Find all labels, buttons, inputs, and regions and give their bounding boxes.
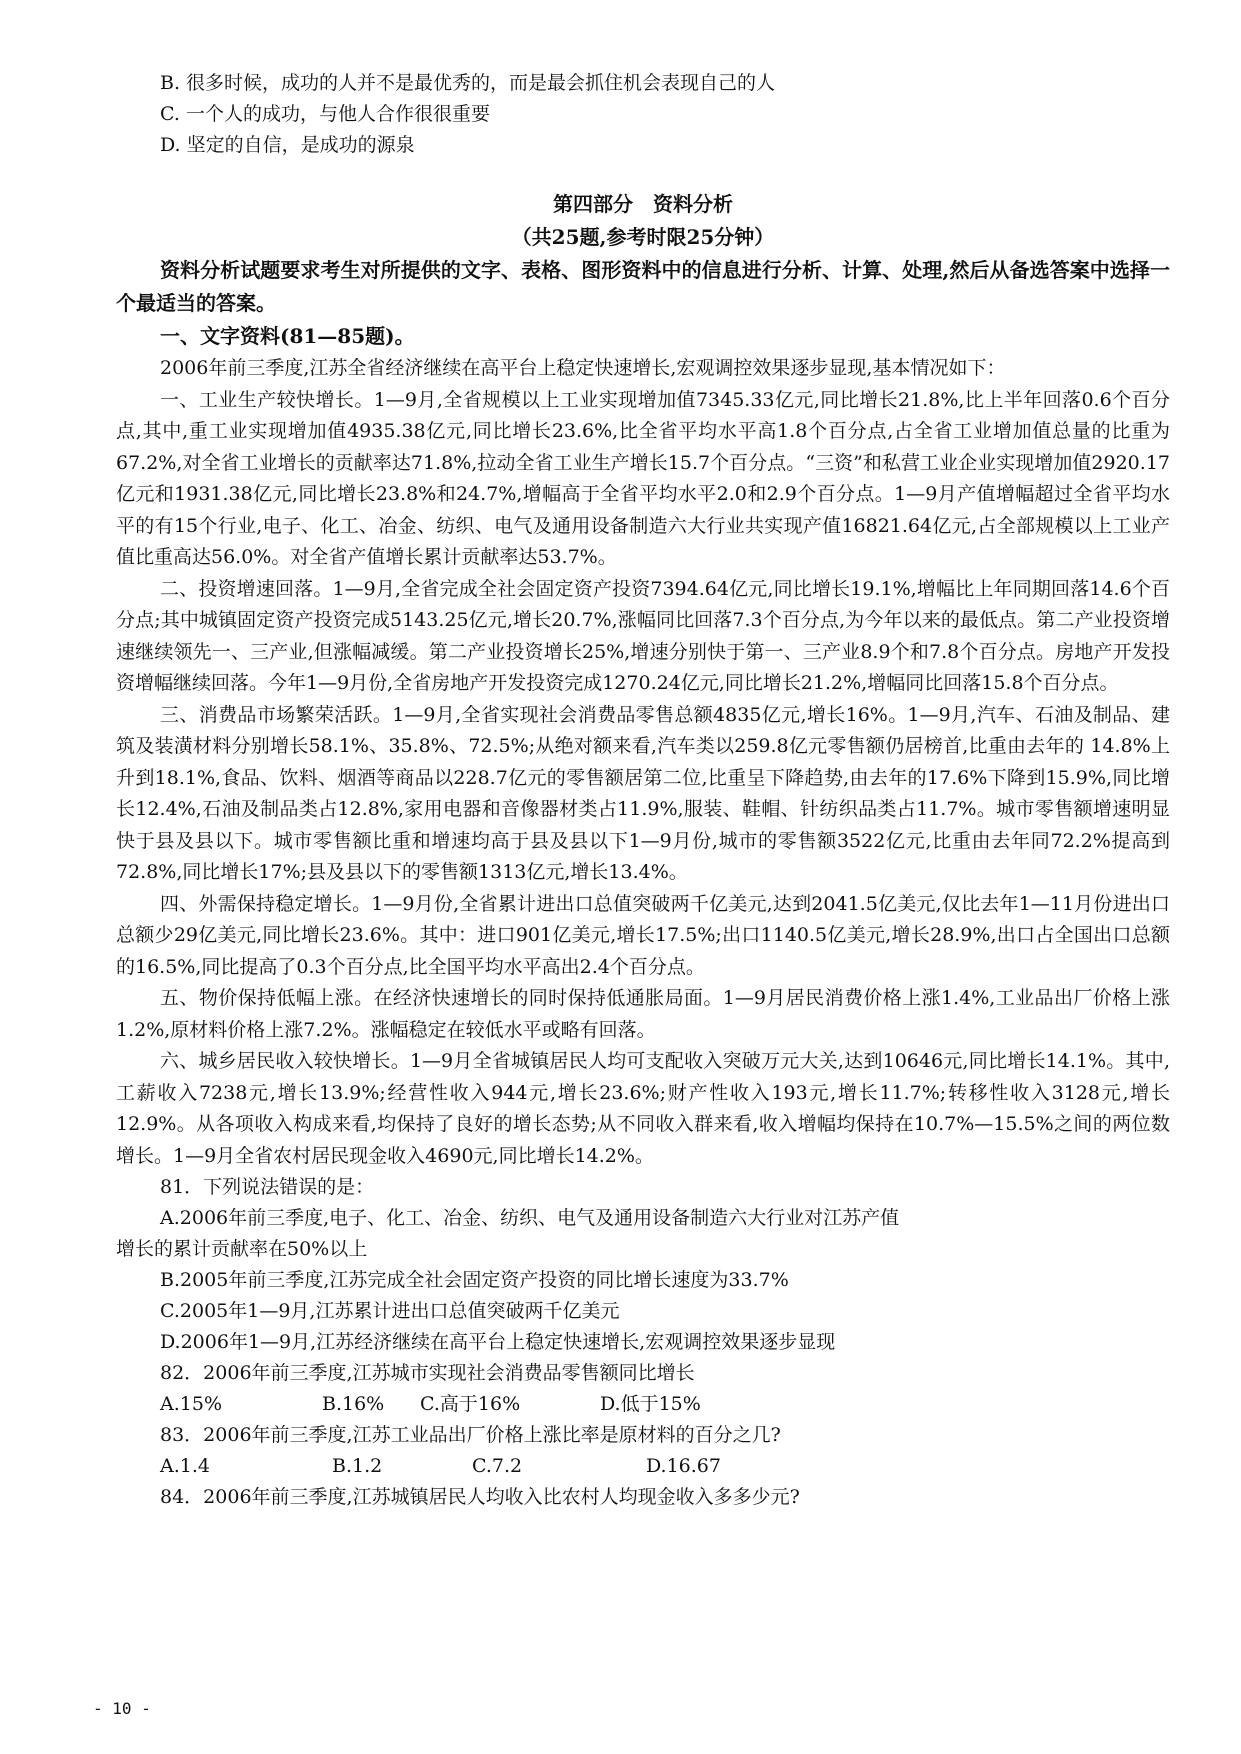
option-a: A.1.4 xyxy=(160,1455,210,1477)
option-a: A.2006年前三季度,电子、化工、冶金、纺织、电气及通用设备制造六大行业对江苏产值 xyxy=(160,1207,900,1229)
question-stem: 82．2006年前三季度,江苏城市实现社会消费品零售额同比增长 xyxy=(160,1362,695,1384)
option-b: B.2005年前三季度,江苏完成全社会固定资产投资的同比增长速度为33.7% xyxy=(160,1269,789,1291)
paragraph-foreign-trade: 四、外需保持稳定增长。1—9月份,全省累计进出口总值突破两千亿美元,达到2041.5亿美元,仅比去年1—11月份进出口总额少29亿美元,同比增长23.6%。其中：进口901亿美元,增长17.5%;出口1140.5亿美元,增长28.9%,出口占全国出口总额的16.5%,同比提高了0.3个百分点,比全国平均水平高出2.4个百分点。 xyxy=(116,892,1170,978)
section-instructions: 资料分析试题要求考生对所提供的文字、表格、图形资料中的信息进行分析、计算、处理,然后从备选答案中选择一个最适当的答案。 xyxy=(116,258,1170,315)
question-81 xyxy=(116,1172,1170,1358)
intro-paragraph: 2006年前三季度,江苏全省经济继续在高平台上稳定快速增长,宏观调控效果逐步显现,基本情况如下： xyxy=(160,357,1006,379)
options-row xyxy=(116,1451,1170,1482)
paragraph-industry: 一、工业生产较快增长。1—9月,全省规模以上工业实现增加值7345.33亿元,同比增长21.8%,比上半年回落0.6个百分点,其中,重工业实现增加值4935.38亿元,同比增长23.6%,比全省平均水平高1.8个百分点,占全省工业增加值总量的比重为67.2%,对全省工业增长的贡献率达71.8%,拉动全省工业生产增长15.7个百分点。“三资”和私营工业企业实现增加值2920.17亿元和1931.38亿元,同比增长23.8%和24.7%,增幅高于全省平均水平2.0和2.9个百分点。1—9月产值增幅超过全省平均水平的有15个行业,电子、化工、冶金、纺织、电气及通用设备制造六大行业共实现产值16821.64亿元,占全部规模以上工业产值比重高达56.0%。对全省产值增长累计贡献率达53.7%。 xyxy=(116,388,1170,568)
question-82 xyxy=(116,1358,1170,1420)
previous-question-options xyxy=(116,68,1170,161)
page-number: - 10 - xyxy=(93,1699,151,1718)
section-title: 第四部分 资料分析 xyxy=(553,192,733,216)
option-d: D.2006年1—9月,江苏经济继续在高平台上稳定快速增长,宏观调控效果逐步显现 xyxy=(160,1331,836,1353)
question-stem: 81．下列说法错误的是： xyxy=(160,1176,375,1198)
option-b: B.1.2 xyxy=(332,1455,383,1477)
option-c: C.高于16% xyxy=(420,1393,521,1415)
option-d: D.16.67 xyxy=(646,1455,721,1477)
option-c: C. 一个人的成功，与他人合作很很重要 xyxy=(160,103,490,125)
option-b: B. 很多时候，成功的人并不是最优秀的，而是最会抓住机会表现自己的人 xyxy=(160,72,776,94)
question-stem: 83．2006年前三季度,江苏工业品出厂价格上涨比率是原材料的百分之几? xyxy=(160,1424,781,1446)
question-stem: 84．2006年前三季度,江苏城镇居民人均收入比农村人均现金收入多多少元? xyxy=(160,1486,800,1508)
option-a-continued: 增长的累计贡献率在50%以上 xyxy=(116,1238,368,1260)
option-c: C.2005年1—9月,江苏累计进出口总值突破两千亿美元 xyxy=(160,1300,620,1322)
paragraph-consumption: 三、消费品市场繁荣活跃。1—9月,全省实现社会消费品零售总额4835亿元,增长16%。1—9月,汽车、石油及制品、建筑及装潢材料分别增长58.1%、35.8%、72.5%;从绝对额来看,汽车类以259.8亿元零售额仍居榜首,比重由去年的 14.8%上升到18.1%,食品、饮料、烟酒等商品以228.7亿元的零售额居第二位,比重呈下降趋势,由去年的17.6%下降到15.9%,同比增长12.4%,石油及制品类占12.8%,家用电器和音像器材类占11.9%,服装、鞋帽、针纺织品类占11.7%。城市零售额增速明显快于县及县以下。城市零售额比重和增速均高于县及县以下1—9月份,城市的零售额3522亿元,比重由去年同72.2%提高到72.8%,同比增长17%;县及县以下的零售额1313亿元,增长13.4%。 xyxy=(116,703,1170,883)
option-d: D. 坚定的自信，是成功的源泉 xyxy=(160,134,415,156)
paragraph-income: 六、城乡居民收入较快增长。1—9月全省城镇居民人均可支配收入突破万元大关,达到10646元,同比增长14.1%。其中,工薪收入7238元,增长13.9%;经营性收入944元,增长23.6%;财产性收入193元,增长11.7%;转移性收入3128元,增长12.9%。从各项收入构成来看,均保持了良好的增长态势;从不同收入群来看,收入增幅均保持在10.7%—15.5%之间的两位数增长。1—9月全省农村居民现金收入4690元,同比增长14.2%。 xyxy=(116,1050,1170,1167)
section-subtitle: （共25题,参考时限25分钟） xyxy=(511,225,775,249)
options-row xyxy=(116,1389,1170,1420)
document-page xyxy=(116,68,1170,1513)
option-d: D.低于15% xyxy=(600,1393,701,1415)
question-83 xyxy=(116,1420,1170,1482)
paragraph-investment: 二、投资增速回落。1—9月,全省完成全社会固定资产投资7394.64亿元,同比增长19.1%,增幅比上年同期回落14.6个百分点;其中城镇固定资产投资完成5143.25亿元,增长20.7%,涨幅同比回落7.3个百分点,为今年以来的最低点。第二产业投资增速继续领先一、三产业,但涨幅减缓。第二产业投资增长25%,增速分别快于第一、三产业8.9个和7.8个百分点。房地产开发投资增幅继续回落。今年1—9月份,全省房地产开发投资完成1270.24亿元,同比增长21.2%,增幅同比回落15.8个百分点。 xyxy=(116,577,1170,694)
option-c: C.7.2 xyxy=(472,1455,523,1477)
option-a: A.15% xyxy=(160,1393,222,1415)
option-b: B.16% xyxy=(322,1393,385,1415)
part-heading: 一、文字资料(81—85题)。 xyxy=(160,324,415,348)
question-84 xyxy=(116,1482,1170,1513)
paragraph-prices: 五、物价保持低幅上涨。在经济快速增长的同时保持低通胀局面。1—9月居民消费价格上涨1.4%,工业品出厂价格上涨1.2%,原材料价格上涨7.2%。涨幅稳定在较低水平或略有回落。 xyxy=(116,987,1170,1041)
